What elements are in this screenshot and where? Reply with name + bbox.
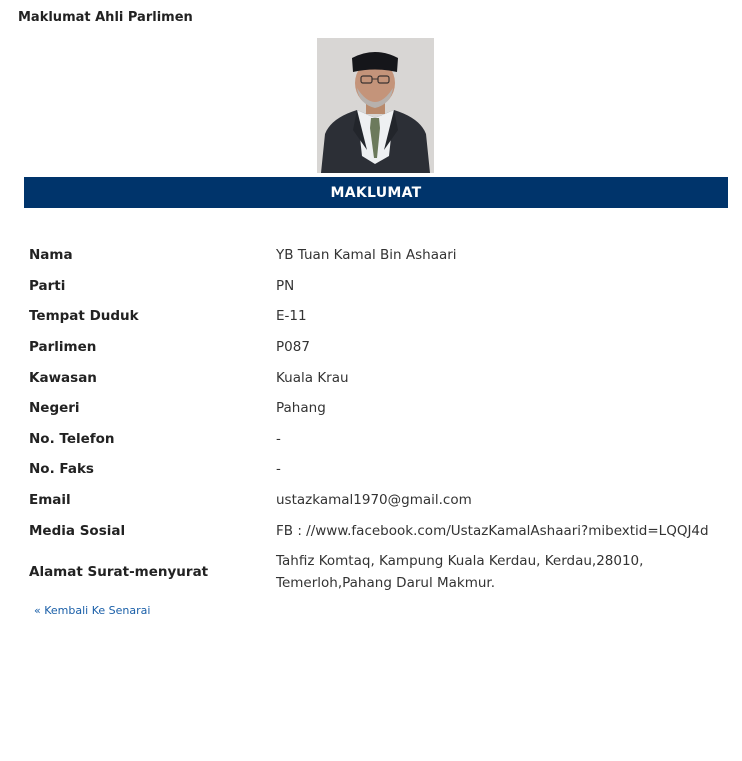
value-tempat-duduk: E-11 bbox=[276, 308, 307, 324]
info-row-telefon bbox=[29, 423, 719, 454]
info-row-nama bbox=[29, 239, 719, 270]
value-nama: YB Tuan Kamal Bin Ashaari bbox=[276, 246, 457, 263]
label-parlimen: Parlimen bbox=[29, 338, 97, 355]
label-negeri: Negeri bbox=[29, 400, 80, 416]
info-row-tempat-duduk bbox=[29, 301, 719, 331]
label-email: Email bbox=[29, 491, 71, 508]
info-row-media-sosial bbox=[29, 515, 719, 546]
value-faks: - bbox=[276, 461, 281, 477]
label-alamat: Alamat Surat-menyurat bbox=[29, 564, 209, 580]
info-row-kawasan bbox=[29, 362, 719, 393]
label-parti: Parti bbox=[29, 277, 66, 294]
value-parlimen: P087 bbox=[276, 338, 310, 355]
value-media-sosial[interactable]: FB : //www.facebook.com/UstazKamalAshaari?mibextid=LQQJ4d bbox=[276, 522, 709, 539]
info-row-faks bbox=[29, 454, 719, 484]
value-email[interactable]: ustazkamal1970@gmail.com bbox=[276, 491, 472, 508]
value-negeri: Pahang bbox=[276, 400, 326, 416]
value-telefon: - bbox=[276, 430, 281, 447]
back-link[interactable]: « Kembali Ke Senarai bbox=[34, 604, 151, 617]
label-media-sosial: Media Sosial bbox=[29, 522, 126, 539]
page-title: Maklumat Ahli Parlimen bbox=[18, 10, 193, 25]
section-header: MAKLUMAT bbox=[24, 177, 728, 208]
value-parti: PN bbox=[276, 277, 295, 294]
member-info-table bbox=[29, 239, 719, 598]
info-row-negeri bbox=[29, 393, 719, 423]
info-row-parti bbox=[29, 270, 719, 301]
info-row-email bbox=[29, 484, 719, 515]
label-kawasan: Kawasan bbox=[29, 369, 97, 386]
value-alamat: Tahfiz Komtaq, Kampung Kuala Kerdau, Kerdau,28010, Temerloh,Pahang Darul Makmur. bbox=[276, 553, 644, 591]
portrait-image bbox=[317, 38, 434, 173]
label-telefon: No. Telefon bbox=[29, 430, 115, 447]
value-kawasan: Kuala Krau bbox=[276, 369, 349, 386]
info-row-alamat bbox=[29, 546, 719, 598]
profile-photo bbox=[317, 38, 434, 173]
label-faks: No. Faks bbox=[29, 461, 94, 477]
label-tempat-duduk: Tempat Duduk bbox=[29, 308, 139, 324]
label-nama: Nama bbox=[29, 246, 73, 263]
info-row-parlimen bbox=[29, 331, 719, 362]
